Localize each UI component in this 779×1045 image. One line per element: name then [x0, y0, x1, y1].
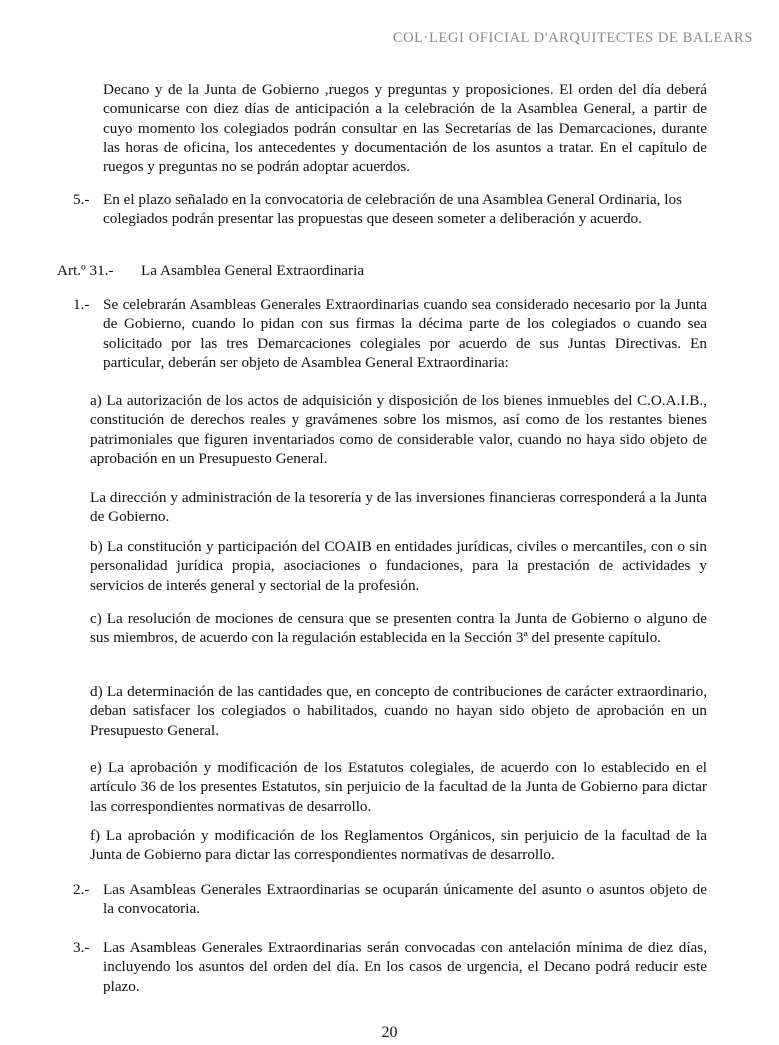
item-5-text: En el plazo señalado en la convocatoria de celebración de una Asamblea General Ordinaria, los colegiados podrán presentar las propuestas que deseen someter a deliberación y acuerdo. [103, 191, 682, 228]
article-item-1-number: 1.- [73, 296, 90, 313]
subitem-d-text: d) La determinación de las cantidades que, en concepto de contribuciones de carácter extraordinario, deban satisfacer los colegiados o habilitados, cuando no hayan sido objeto de aprobación en un Presupuesto General. [90, 683, 707, 739]
subitem-c [90, 609, 707, 648]
subitem-a-text: a) La autorización de los actos de adquisición y disposición de los bienes inmuebles del C.O.A.I.B., constitución de derechos reales y gravámenes sobre los mismos, así como de los restantes bienes patrimoniales que figuren inventariados como de considerable valor, cuando no haya sido objeto de aprobación en un Presupuesto General. [90, 392, 707, 467]
subitem-b [90, 537, 707, 595]
page-number: 20 [381, 1024, 398, 1041]
subitem-a-note-text: La dirección y administración de la tesorería y de las inversiones financieras corresponderá a la Junta de Gobierno. [90, 489, 707, 526]
subitem-e [90, 758, 707, 816]
item-5-paragraph [103, 190, 711, 229]
page-header: COL·LEGI OFICIAL D'ARQUITECTES DE BALEARS [392, 30, 753, 46]
continuation-paragraph [103, 80, 707, 176]
subitem-f-text: f) La aprobación y modificación de los Reglamentos Orgánicos, sin perjuicio de la facultad de la Junta de Gobierno para dictar las correspondientes normativas de desarrollo. [90, 827, 707, 864]
item-5-number: 5.- [73, 191, 90, 208]
article-item-1-text: Se celebrarán Asambleas Generales Extraordinarias cuando sea considerado necesario por la Junta de Gobierno, cuando lo pidan con sus firmas la décima parte de los colegiados o cuando sea solicitado por las tres Demarcaciones colegiales por acuerdo de sus Juntas Directivas. En particular, deberán ser objeto de Asamblea General Extraordinaria: [103, 296, 707, 371]
article-title: La Asamblea General Extraordinaria [141, 262, 365, 279]
subitem-a-note [90, 488, 707, 527]
subitem-b-text: b) La constitución y participación del COAIB en entidades jurídicas, civiles o mercantiles, con o sin personalidad jurídica propia, asociaciones o fundaciones, para la prestación de actividades y servicios de interés general y sectorial de la profesión. [90, 538, 707, 594]
article-item-2-number: 2.- [73, 881, 90, 898]
subitem-c-text: c) La resolución de mociones de censura que se presenten contra la Junta de Gobierno o alguno de sus miembros, de acuerdo con la regulación establecida en la Sección 3ª del presente capítulo. [90, 610, 707, 647]
subitem-d [90, 682, 707, 740]
article-item-3-text: Las Asambleas Generales Extraordinarias serán convocadas con antelación mínima de diez días, incluyendo los asuntos del orden del día. En los casos de urgencia, el Decano podrá reducir este plazo. [103, 939, 707, 995]
article-item-3-number: 3.- [73, 939, 90, 956]
article-label: Art.º 31.- [57, 262, 114, 279]
article-item-2-text: Las Asambleas Generales Extraordinarias se ocuparán únicamente del asunto o asuntos objeto de la convocatoria. [103, 881, 707, 918]
article-item-3 [103, 938, 707, 996]
subitem-f [90, 826, 707, 865]
subitem-a [90, 391, 707, 468]
article-item-2 [103, 880, 707, 919]
article-item-1 [103, 295, 707, 372]
subitem-e-text: e) La aprobación y modificación de los Estatutos colegiales, de acuerdo con lo establecido en el artículo 36 de los presentes Estatutos, sin perjuicio de la facultad de la Junta de Gobierno para dictar las correspondientes normativas de desarrollo. [90, 759, 707, 815]
continuation-text: Decano y de la Junta de Gobierno ,ruegos y preguntas y proposiciones. El orden del día deberá comunicarse con diez días de anticipación a la celebración de la Asamblea General, a partir de cuyo momento los colegiados podrán consultar en las Secretarías de las Demarcaciones, durante las horas de oficina, los antecedentes y documentación de los asuntos a tratar. En el capítulo de ruegos y preguntas no se podrán adoptar acuerdos. [103, 81, 707, 176]
